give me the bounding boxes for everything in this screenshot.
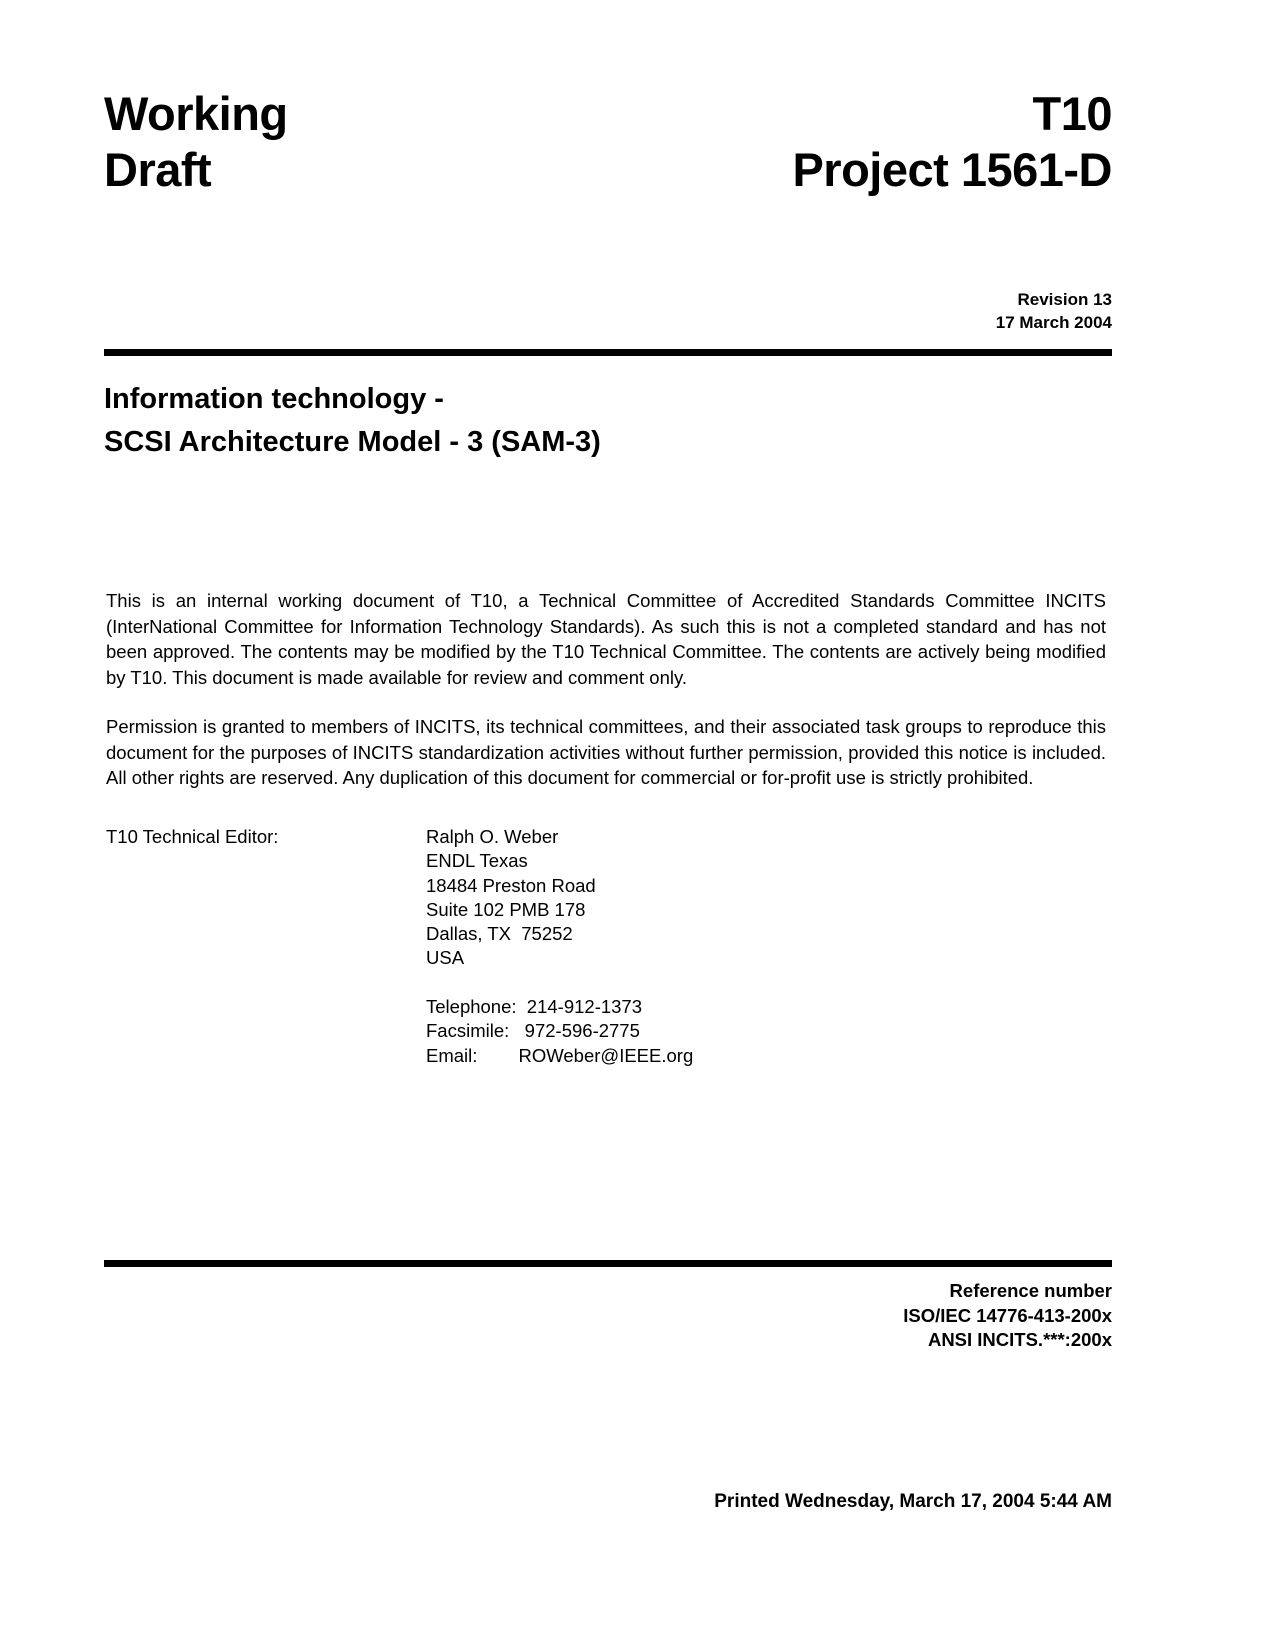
editor-email: Email: ROWeber@IEEE.org (426, 1044, 694, 1066)
notice-text (106, 588, 1106, 791)
reference-number-block (903, 1279, 1112, 1353)
editor-contact-block (106, 825, 1106, 1068)
reference-number-ansi: ANSI INCITS.***:200x (927, 1329, 1112, 1350)
project-number: Project 1561-D (792, 143, 1112, 196)
horizontal-rule-top (104, 349, 1112, 356)
revision-number: Revision 13 (1017, 290, 1112, 309)
reference-number-heading: Reference number (949, 1280, 1112, 1301)
editor-spacer (426, 971, 1106, 995)
page-title-line1: Information technology - (104, 383, 444, 415)
editor-label: T10 Technical Editor: (106, 826, 279, 847)
header-row-2 (104, 142, 1112, 198)
committee-name: T10 (1032, 87, 1112, 140)
editor-street: 18484 Preston Road (426, 874, 596, 896)
editor-country: USA (426, 947, 465, 969)
header-row-1 (104, 86, 1112, 142)
editor-row (106, 825, 1106, 1068)
editor-details (426, 825, 1106, 1068)
revision-block (996, 288, 1112, 334)
editor-city-state-zip: Dallas, TX 75252 (426, 923, 573, 945)
document-header (104, 86, 1112, 198)
revision-date: 17 March 2004 (995, 313, 1112, 332)
page-title (104, 378, 1112, 464)
horizontal-rule-bottom (104, 1260, 1112, 1267)
editor-facsimile: Facsimile: 972-596-2775 (426, 1020, 640, 1042)
editor-suite: Suite 102 PMB 178 (426, 898, 586, 920)
notice-paragraph-1: This is an internal working document of T10, a Technical Committee of Accredited Standards Committee INCITS (InterNational Committee for Information Technology Standards). As such this is not a completed standard and has not been approved. The contents may be modified by the T10 Technical Committee. The contents are actively being modified by T10. This document is made available for review and comment only. (106, 590, 1106, 688)
page-title-line2: SCSI Architecture Model - 3 (SAM-3) (104, 426, 601, 458)
editor-name: Ralph O. Weber (426, 826, 559, 847)
reference-number-iso: ISO/IEC 14776-413-200x (903, 1304, 1112, 1326)
printed-timestamp: Printed Wednesday, March 17, 2004 5:44 AM (714, 1491, 1112, 1512)
working-draft-line2: Draft (104, 143, 212, 196)
editor-organization: ENDL Texas (426, 850, 528, 872)
notice-paragraph-2: Permission is granted to members of INCITS, its technical committees, and their associated task groups to reproduce this document for the purposes of INCITS standardization activities without further permission, provided this notice is included. All other rights are reserved. Any duplication of this document for commercial or for-profit use is strictly prohibited. (106, 716, 1106, 788)
editor-telephone: Telephone: 214-912-1373 (426, 996, 643, 1018)
working-draft-line1: Working (104, 87, 288, 140)
